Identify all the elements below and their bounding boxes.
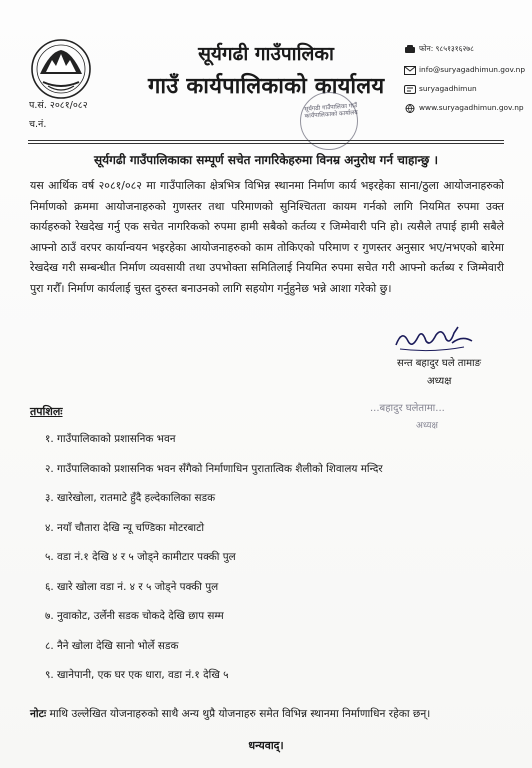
note-text: माथि उल्लेखित योजनाहरुको साथै अन्य थुप्रै योजनाहरु समेत विभिन्न स्थानमा निर्माणाधिन रहेका छन्।: [49, 708, 431, 720]
closing-thanks: धन्यवाद्।: [248, 739, 284, 752]
note-line: [30, 707, 430, 721]
office-name: गाउँ कार्यपालिकाको कार्यालय: [148, 73, 385, 99]
list-item: ६. खारे खोला वडा नं. ४ र ५ जोड्ने पक्की पुल: [45, 580, 219, 593]
fiscal-year-ref: प.सं. २०८१/०८२: [29, 100, 88, 111]
social-icon: [404, 85, 416, 94]
details-heading: तपशिलः: [30, 405, 63, 418]
signature-stamp-name: ...बहादुर घलेतामा...: [370, 403, 445, 414]
dispatch-number: च.नं.: [29, 119, 47, 130]
signatory-name: सन्त बहादुर घले तामाङ: [397, 358, 482, 369]
contact-social: [404, 84, 477, 94]
handwritten-signature: [392, 323, 482, 355]
list-item: ९. खानेपानी, एक घर एक धारा, वडा नं.१ देखि ५: [45, 669, 229, 681]
office-seal-stamp: [300, 92, 358, 150]
list-item: ५. वडा नं.१ देखि ४ र ५ जोड्ने कामीटार पक्की पुल: [45, 551, 236, 563]
signature-stamp-role: अध्यक्ष: [416, 421, 438, 431]
email-address: info@suryagadhimun.gov.np: [419, 65, 526, 74]
letter-subject: सूर्यगढी गाउँपालिकाका सम्पूर्ण सचेत नागरिकेहरुमा विनम्र अनुरोध गर्न चाहान्छु ।: [94, 153, 438, 167]
list-item: ८. नैने खोला देखि सानो भोर्ले सडक: [45, 639, 179, 652]
list-item: १. गाउँपालिकाको प्रशासनिक भवन: [45, 433, 176, 445]
header-divider: [28, 140, 504, 141]
contact-website: [404, 103, 524, 113]
mail-icon: [404, 66, 416, 75]
signatory-role: अध्यक्ष: [427, 376, 452, 387]
globe-icon: [404, 104, 416, 113]
phone-icon: [404, 45, 416, 54]
website-url: www.suryagadhimun.gov.np: [419, 103, 524, 112]
contact-phone: [404, 44, 474, 54]
note-label: नोटः: [30, 708, 47, 720]
municipality-name: सूर्यगढी गाउँपालिका: [198, 43, 334, 65]
list-item: २. गाउँपालिकाको प्रशासनिक भवन सँगैको निर्माणाधिन पुरातात्विक शैलीको शिवालय मन्दिर: [45, 462, 383, 475]
phone-number: फोन: ९८५१३१६२७८: [419, 44, 474, 53]
list-item: ७. नुवाकोट, उर्लेनी सडक चोकदे देखि छाप सम्म: [45, 610, 224, 622]
social-handle: suryagadhimun: [419, 84, 477, 93]
list-item: ४. नयाँ चौतारा देखि न्यू चण्डिका मोटरबाटो: [45, 521, 205, 534]
list-item: ३. खारेखोला, रातमाटे हुँदै हल्देकालिका सडक: [45, 492, 216, 504]
project-list: [45, 432, 383, 698]
header-divider-2: [28, 143, 504, 144]
letter-body: यस आर्थिक वर्ष २०८१/०८२ मा गाउँपालिका क्षेत्रभित्र विभिन्न स्थानमा निर्माण कार्य भइरहेका साना/ठुला आयोजनाहरुको निर्माणको क्रममा आयोजनाहरुको गुणस्तर तथा परिमाणको सुनिश्चितता कायम गर्नको लागि नियमित रुपमा उक्त कार्यहरुको रेखदेख गर्नु एक सचेत नागरिकको रुपमा हामी सबैको कर्तव्य र जिम्मेवारी पनि हो। त्यसैले तपाई हामी सबैले आफ्नो ठाउँ वरपर कार्यान्वयन भइरहेका आयोजनाहरुको काम तोकिएको परिमाण र गुणस्तर अनुसार भए/नभएको बारेमा रेखदेख गरी सम्बन्धीत निर्माण व्यवसायी तथा उपभोक्ता समितिलाई नियमित रुपमा सचेत गरी आफ्नो कर्तब्य र जिम्मेवारी पुरा गरौँ। निर्माण कार्यलाई चुस्त दुरुस्त बनाउनको लागि सहयोग गर्नुहुनेछ भन्ने आशा गरेको छु।: [30, 179, 504, 295]
contact-email: [404, 65, 525, 75]
seal-text: सूर्यगढी गाउँपालिका गाउँ कार्यपालिकाको कार्यालय: [304, 102, 359, 120]
